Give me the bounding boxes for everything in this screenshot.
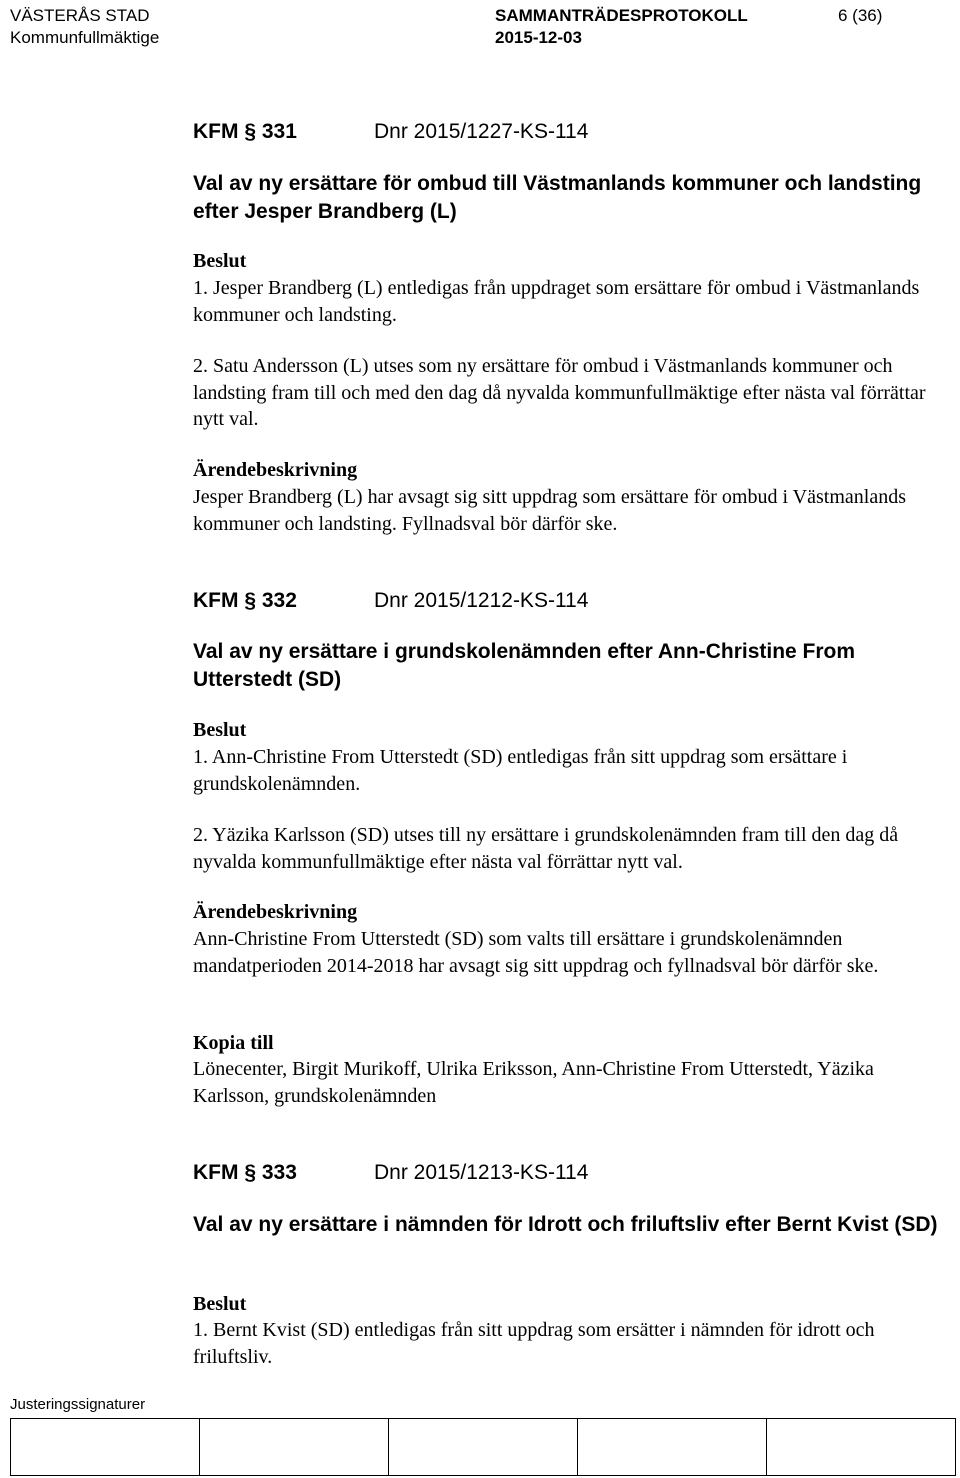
- kopia-text: Lönecenter, Birgit Murikoff, Ulrika Eriksson, Ann-Christine From Utterstedt, Yäzika Karlsson, grundskolenämnden: [193, 1058, 874, 1107]
- beslut-heading: Beslut: [193, 1293, 247, 1315]
- signature-box: [11, 1419, 200, 1475]
- dnr: Dnr 2015/1212-KS-114: [374, 589, 589, 612]
- signature-box: [389, 1419, 578, 1475]
- signature-box: [200, 1419, 389, 1475]
- kfm-number: KFM § 333: [193, 1161, 297, 1184]
- beslut-item: 2. Yäzika Karlsson (SD) utses till ny ersättare i grundskolenämnden fram till den dag då nyvalda kommunfullmäktige efter nästa val förrättar nytt val.: [193, 824, 899, 873]
- signature-boxes: [10, 1418, 956, 1476]
- beslut-item: 2. Satu Andersson (L) utses som ny ersättare för ombud i Västmanlands kommuner och landsting fram till och med den dag då nyvalda kommunfullmäktige efter nästa val förrättar nytt val.: [193, 355, 926, 430]
- signature-label: Justeringssignaturer: [10, 1396, 146, 1413]
- subject-title: Val av ny ersättare i nämnden för Idrott och friluftsliv efter Bernt Kvist (SD): [193, 1213, 938, 1236]
- arende-heading: Ärendebeskrivning: [193, 901, 358, 923]
- signature-box: [767, 1419, 955, 1475]
- header-date: 2015-12-03: [495, 28, 582, 47]
- dnr: Dnr 2015/1213-KS-114: [374, 1161, 589, 1184]
- arende-heading: Ärendebeskrivning: [193, 459, 358, 481]
- arende-text: Ann-Christine From Utterstedt (SD) som valts till ersättare i grundskolenämnden mandatperioden 2014-2018 har avsagt sig sitt uppdrag och fyllnadsval bör därför ske.: [193, 928, 879, 977]
- beslut-item: 1. Bernt Kvist (SD) entledigas från sitt uppdrag som ersätter i nämnden för idrott och friluftsliv.: [193, 1319, 875, 1368]
- header-page-number: 6 (36): [838, 6, 883, 25]
- beslut-item: 1. Ann-Christine From Utterstedt (SD) entledigas från sitt uppdrag som ersättare i grundskolenämnden.: [193, 746, 848, 795]
- beslut-heading: Beslut: [193, 250, 247, 272]
- header-doc-type: SAMMANTRÄDESPROTOKOLL: [495, 6, 748, 25]
- dnr: Dnr 2015/1227-KS-114: [374, 120, 589, 143]
- header-org: VÄSTERÅS STAD: [10, 6, 150, 25]
- beslut-item: 1. Jesper Brandberg (L) entledigas från uppdraget som ersättare för ombud i Västmanlands kommuner och landsting.: [193, 277, 920, 326]
- kopia-heading: Kopia till: [193, 1032, 274, 1054]
- beslut-heading: Beslut: [193, 719, 247, 741]
- signature-box: [578, 1419, 767, 1475]
- subject-title: Val av ny ersättare i grundskolenämnden efter Ann-Christine From Utterstedt (SD): [193, 640, 856, 691]
- arende-text: Jesper Brandberg (L) har avsagt sig sitt uppdrag som ersättare för ombud i Västmanlands kommuner och landsting. Fyllnadsval bör därför ske.: [193, 486, 906, 535]
- kfm-number: KFM § 331: [193, 120, 297, 143]
- header-body: Kommunfullmäktige: [10, 28, 160, 47]
- kfm-number: KFM § 332: [193, 589, 297, 612]
- subject-title: Val av ny ersättare för ombud till Västmanlands kommuner och landsting efter Jesper Brandberg (L): [193, 172, 922, 223]
